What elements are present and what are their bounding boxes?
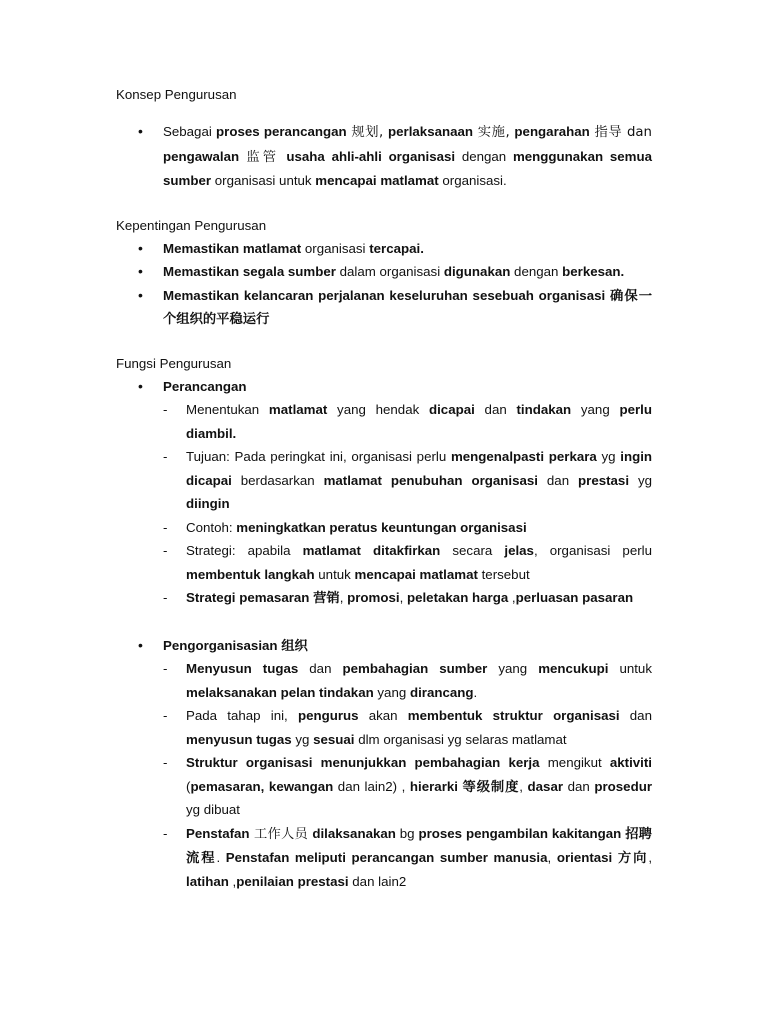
pengorganisasian-detail-1: - Menyusun tugas dan pembahagian sumber yang mencukupi untuk melaksanakan pelan tindakan yang dirancang. [163,657,652,704]
perancangan-detail-5: - Strategi pemasaran 营销, promosi, peletakan harga ,perluasan pasaran [163,586,652,610]
fungsi-pengorganisasian [116,634,652,894]
section-title-konsep: Konsep Pengurusan [116,87,237,102]
fungsi-list [116,375,652,894]
pengorganisasian-detail-2: - Pada tahap ini, pengurus akan membentuk struktur organisasi dan menyusun tugas yg sesuai dlm organisasi yg selaras matlamat [163,704,652,751]
perancangan-details [163,398,652,610]
konsep-bullet: • Sebagai proses perancangan 规划, perlaksanaan 实施, pengarahan 指导 dan pengawalan 监管 usaha ahli-ahli organisasi dengan menggunakan semua sumber organisasi untuk mencapai matlamat organisasi. [116,120,652,193]
perancangan-detail-3: - Contoh: meningkatkan peratus keuntungan organisasi [163,516,652,540]
document-page [116,84,652,893]
kepentingan-bullet-2: • Memastikan segala sumber dalam organisasi digunakan dengan berkesan. [116,260,652,284]
fungsi-perancangan [116,375,652,634]
pengorganisasian-details [163,657,652,893]
pengorganisasian-detail-4: - Penstafan 工作人员 dilaksanakan bg proses pengambilan kakitangan 招聘流程. Penstafan meliputi perancangan sumber manusia, orientasi 方向, latihan ,penilaian prestasi dan lain2 [163,822,652,894]
perancangan-detail-2: - Tujuan: Pada peringkat ini, organisasi perlu mengenalpasti perkara yg ingin dicapai berdasarkan matlamat penubuhan organisasi dan prestasi yg diingin [163,445,652,516]
kepentingan-list [116,237,652,331]
section-title-kepentingan: Kepentingan Pengurusan [116,217,267,233]
kepentingan-bullet-1: • Memastikan matlamat organisasi tercapai. [116,237,652,261]
section-title-fungsi: Fungsi Pengurusan [116,355,232,371]
perancangan-label: Perancangan [163,378,247,394]
kepentingan-bullet-3: • Memastikan kelancaran perjalanan keseluruhan sesebuah organisasi 确保一个组织的平稳运行 [116,284,652,331]
pengorganisasian-detail-3: - Struktur organisasi menunjukkan pembahagian kerja mengikut aktiviti (pemasaran, kewangan dan lain2) , hierarki 等级制度, dasar dan prosedur yg dibuat [163,751,652,822]
perancangan-detail-4: - Strategi: apabila matlamat ditakfirkan secara jelas, organisasi perlu membentuk langkah untuk mencapai matlamat tersebut [163,539,652,586]
perancangan-detail-1: - Menentukan matlamat yang hendak dicapai dan tindakan yang perlu diambil. [163,398,652,445]
pengorganisasian-label: Pengorganisasian 组织 [163,637,308,653]
konsep-list [116,120,652,193]
